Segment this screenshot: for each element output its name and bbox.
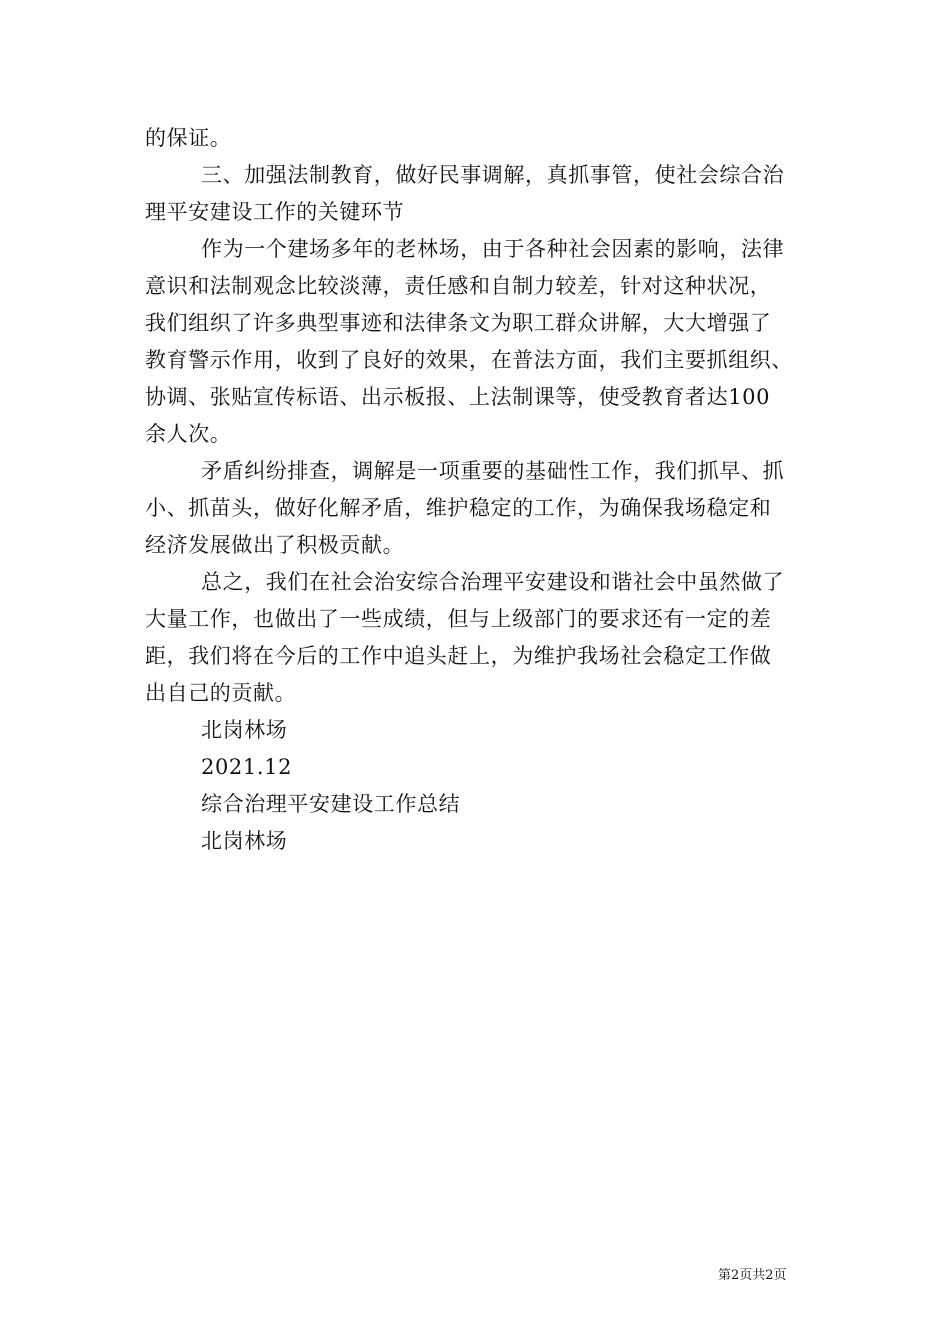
- signature-org: 北岗林场: [201, 718, 288, 742]
- text-line: 的保证。: [145, 126, 232, 150]
- text-line: 教育警示作用，收到了良好的效果，在普法方面，我们主要抓组织、: [145, 348, 793, 372]
- text-line: 矛盾纠纷排查，调解是一项重要的基础性工作，我们抓早、抓: [201, 459, 785, 483]
- text-line: 总之，我们在社会治安综合治理平安建设和谐社会中虽然做了: [201, 570, 785, 594]
- section-heading-line: 三、加强法制教育，做好民事调解，真抓事管，使社会综合治: [201, 163, 785, 187]
- signature-date: 2021.12: [201, 755, 293, 779]
- section-heading-line: 理平安建设工作的关键环节: [145, 200, 405, 224]
- text-line: 出自己的贡献。: [145, 681, 297, 705]
- text-line: 意识和法制观念比较淡薄，责任感和自制力较差，针对这种状况，: [145, 274, 772, 298]
- text-line: 作为一个建场多年的老林场，由于各种社会因素的影响，法律: [201, 237, 785, 261]
- page-number: 第2页共2页: [718, 1268, 787, 1283]
- author-org: 北岗林场: [201, 829, 288, 853]
- text-line: 经济发展做出了积极贡献。: [145, 533, 405, 557]
- text-line: 协调、张贴宣传标语、出示板报、上法制课等，使受教育者达100: [145, 385, 771, 409]
- text-line: 我们组织了许多典型事迹和法律条文为职工群众讲解，大大增强了: [145, 311, 772, 335]
- text-line: 小、抓苗头，做好化解矛盾，维护稳定的工作，为确保我场稳定和: [145, 496, 772, 520]
- text-line: 距，我们将在今后的工作中追头赶上，为维护我场社会稳定工作做: [145, 644, 772, 668]
- text-line: 余人次。: [145, 422, 232, 446]
- document-title-line: 综合治理平安建设工作总结: [201, 792, 461, 816]
- text-line: 大量工作，也做出了一些成绩，但与上级部门的要求还有一定的差: [145, 607, 772, 631]
